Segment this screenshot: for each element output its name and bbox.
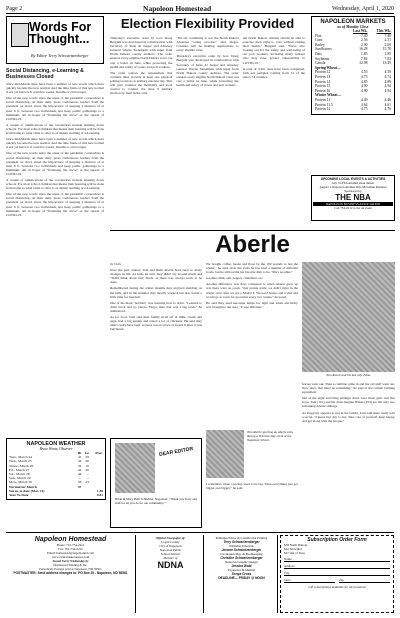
table-cell: -- bbox=[86, 472, 89, 477]
staff-name: Terry Schwartzenberger bbox=[223, 540, 260, 544]
rate-option[interactable]: $38 North Dakota bbox=[284, 543, 308, 547]
table-cell: Thurs., March 26 bbox=[9, 463, 34, 468]
table-cell: Protein 11 bbox=[315, 97, 331, 102]
table-cell: 4.85 bbox=[361, 79, 368, 84]
table-cell: 2.00 bbox=[384, 42, 391, 47]
table-cell: Sun., March 29 bbox=[9, 476, 31, 481]
deadline: DEADLINE— FRIDAY @ NOON bbox=[218, 576, 265, 580]
event-item: July 31-FFA Alumni steak dinner bbox=[331, 181, 375, 185]
page-header bbox=[6, 4, 394, 14]
official-label: Official Newspaper of: bbox=[155, 536, 186, 540]
email[interactable]: Email: homestead@napoleonnd.com bbox=[46, 551, 95, 555]
aberle-col-2 bbox=[206, 262, 298, 311]
article-paragraph: Another difference was days compared to when Aberle grew up was there were no roads. "Just prairie trails; we didn't drive in the winter once after we got a Model T. We used horses and a sled and would go to town for groceries every two weeks," he noted. bbox=[206, 282, 298, 299]
table-cell: 34 bbox=[77, 463, 82, 468]
table-cell: Protein 12 bbox=[315, 70, 331, 75]
dear-editor-photo bbox=[115, 443, 155, 493]
table-cell: Canola bbox=[315, 61, 326, 66]
table-cell: -- bbox=[86, 476, 89, 481]
table-cell: 2.56 bbox=[361, 38, 368, 43]
table-cell: Protein 13 bbox=[315, 74, 331, 79]
official-item: School District bbox=[160, 552, 181, 556]
periodicals: Periodicals Postage paid at Napoleon, ND 58561 bbox=[39, 567, 102, 571]
table-cell: Protein 12 bbox=[315, 107, 331, 112]
address-field[interactable]: Address bbox=[284, 564, 390, 569]
official-block bbox=[138, 535, 204, 613]
nba-events-box bbox=[311, 175, 395, 221]
column-title: Words For Thought... bbox=[29, 20, 92, 46]
article-paragraph: Thursday's executive order by Gov. Doug Burgum was developed in collaboration with Secretary of State Al Jaeger and Attorney General Wayne Stenehjem with input from North Dakota county auditors. The order ensures every eligible North Dakota voter can cast a ballot in June, while protecting the health and safety of voters and poll workers. bbox=[110, 36, 173, 69]
official-item: Napoleon Public bbox=[159, 548, 182, 552]
staff-name: Jessica Wald bbox=[231, 564, 252, 568]
staff-name: Sonya Gross bbox=[231, 572, 252, 576]
table-cell: 4.61 bbox=[384, 102, 391, 107]
words-for-thought-banner bbox=[6, 16, 104, 64]
table-cell: 2.51 bbox=[384, 38, 391, 43]
markets-box bbox=[311, 16, 395, 115]
table-cell: 45 bbox=[77, 455, 82, 460]
table-cell: 4.59 bbox=[384, 70, 391, 75]
markets-table: Last Wk. This Wk. Flax 7.40 7.40 Corn 2.56 2.51 Barley 2.00 2.00 Sunflowers 16.28 15.70 Oats 1.85 1.85 Soybeans 7.84 7.83 Canola 12.98 13.29 Spring Wheat— Protein 12 4.55 4.59 Protein 13 4.73 4.74 Protein 14 4.85 4.89 Protein 15 4.90 4.94 Protein 16 4.90 4.94 Winter Wheat— Protein 11 4.49 4.46 Protein 11.5 4.64 4.61 Protein 12 4.75 4.76 bbox=[315, 29, 391, 112]
staff-name: Jerome Schwartzenberger bbox=[221, 548, 262, 552]
website[interactable]: www.centraldakotanews.com bbox=[51, 555, 90, 559]
staff-name: Christine Schwartzenberger bbox=[220, 556, 263, 560]
table-cell: 4.75 bbox=[361, 107, 368, 112]
table-cell: Corn bbox=[315, 38, 323, 43]
election-article bbox=[110, 36, 305, 97]
table-cell: 4.89 bbox=[384, 79, 391, 84]
article-paragraph: Thursday's executive order by Gov. Doug Burgum was developed in collaboration with Secretary of State Al Jaeger and Attorney General Wayne Stenehjem with input from North Dakota county auditors. The order ensures every eligible North Dakota voter can cast a ballot in June, while protecting the health and safety of voters and poll workers. bbox=[176, 54, 239, 88]
table-cell: 23 bbox=[85, 480, 89, 485]
article-headline: Social Distancing, e-Learning & Businesses Closed bbox=[6, 68, 84, 80]
column-byline: By Editor Terry Schwartzenberger bbox=[31, 53, 89, 58]
table-cell: 26 bbox=[85, 459, 89, 464]
table-cell: 29 bbox=[85, 455, 89, 460]
state-field[interactable]: State bbox=[284, 578, 335, 583]
aberle-couple-photo bbox=[302, 262, 395, 372]
official-item: Logan County bbox=[161, 540, 180, 544]
nba-phone: Call 754-2212 to list an event bbox=[334, 206, 372, 210]
staff-role: Reporter/Graphic Design bbox=[225, 560, 258, 564]
table-cell: 4.90 bbox=[361, 84, 368, 89]
photo-caption: Tom Aberle sporting an Aberle coin, during a Veterans Day event at the Napoleon School. bbox=[247, 430, 294, 442]
event-item: August 1-Napoleon Alumni Day, McGahan Reunion bbox=[319, 185, 387, 189]
table-cell: 56 bbox=[77, 480, 82, 485]
table-cell: 26 bbox=[85, 467, 89, 472]
staff-role: Publisher/Editor & Commercial Printing bbox=[215, 536, 268, 540]
aberle-coin-block bbox=[206, 430, 298, 478]
table-cell: Tues., March 24 bbox=[9, 455, 32, 460]
article-paragraph: Since mid-March there have been a number of new words which have quickly become the new normal. And the time frame of this new normal is not yet known. It could be weeks, months or even longer. bbox=[6, 82, 104, 95]
aberle-byline: by Ciah bbox=[110, 262, 121, 266]
table-cell: 44 bbox=[77, 467, 82, 472]
dear-editor-label: DEAR EDITOR bbox=[158, 446, 194, 458]
article-paragraph: A couple of ramifications of the coronavirus include shutting down schools. For most school children that means their learning will be done from home so what came to refer to as distant learning or e-Learning. bbox=[6, 177, 104, 191]
table-cell: 12.98 bbox=[359, 61, 368, 66]
table-cell: 1.85 bbox=[361, 51, 368, 56]
article-paragraph: noodles: milk, salt, pepper, cinnamon, etc. bbox=[206, 276, 264, 281]
article-paragraph: Out of the eight surviving siblings, there were three girls and five boys. Tom (101) and his sister Regina Weber (104) are the only two remaining Aberle siblings. bbox=[302, 396, 395, 409]
article-paragraph: One of the new words since the onset of the pandemic coronavirus is social distancing. At their daily press conferences leaders from the president on down stress the importance of keeping a distance of at least 6 ft. between two individuals and keep public gatherings to a minimum. All in hopes of "flattening the curve" or the spread of COVID-19. bbox=[6, 192, 104, 217]
weather-observer: Bruce Wentz, Observer bbox=[39, 447, 73, 451]
article-paragraph: Over the past century Tom and Ruth Aberle have seen so many changes in life. As kids, he said, they didn't lay around much and "didn't think about fun" much, as there was always work to be done. bbox=[110, 268, 202, 285]
aberle-headline: Aberle bbox=[215, 231, 290, 258]
events-heading: UPCOMING LOCAL EVENTS & ACTIVITIES bbox=[320, 177, 386, 181]
table-cell: Sat., March 28 bbox=[9, 472, 30, 477]
table-cell: 4.64 bbox=[361, 102, 368, 107]
table-cell: Mon., March 30 bbox=[9, 480, 32, 485]
article-paragraph: We bought coffee, beans and flour by the 100 pounds to last the winter," he said. Over the years he has tried a number of different foods, but he still recalls his favorite dish to be, "Ma's noodles." bbox=[206, 262, 298, 275]
article-paragraph: All North Dakota citizens should be able to exercise their right to vote without risking their health," Burgum said. "We're also looking out for the safety and well-being of our poll workers, including many retirees who may have greater vulnerability to COVID-19." bbox=[242, 36, 305, 65]
phone: Phone: 701-754-2212 bbox=[56, 543, 85, 547]
article-paragraph: He said they used kerosene lamps for light and when electricity was brought to the area, "it was different." bbox=[206, 300, 298, 309]
table-cell: Barley bbox=[315, 42, 325, 47]
table-cell: -- bbox=[78, 476, 82, 481]
table-cell: 7.40 bbox=[361, 33, 368, 38]
fax: Fax: 701-754-2212 bbox=[58, 547, 83, 551]
printer: Homestead Printing & Inc. bbox=[53, 563, 88, 567]
election-headline: Election Flexibility Provided bbox=[120, 16, 295, 31]
article-paragraph: One of the new words since the onset of the pandemic coronavirus is social distancing. At their daily press conferences leaders from the president on down stress the importance of keeping a distance of at least 6 ft. between two individuals and keep public gatherings to a minimum. All in hopes of "flattening the curve" or the spread of COVID-19. bbox=[6, 151, 104, 176]
table-cell: 46 bbox=[77, 472, 82, 477]
table-cell: 7.40 bbox=[384, 33, 391, 38]
table-cell: Oats bbox=[315, 51, 322, 56]
article-paragraph: One of his main "hobbies" was learning how to drive. "Learned to drive truck and go places. Fargo; man that was a big town," he reminisced. bbox=[110, 300, 202, 313]
table-cell: Wed., March 25 bbox=[9, 459, 32, 464]
issued-line: Issued Every Wednesday by bbox=[52, 559, 89, 563]
table-cell: 4.73 bbox=[361, 74, 368, 79]
ndna-logo: NDNA bbox=[157, 560, 184, 570]
weather-title: NAPOLEON WEATHER bbox=[26, 441, 86, 447]
pencil-icon bbox=[11, 23, 29, 47]
table-cell: Protein 11.5 bbox=[315, 102, 333, 107]
table-cell: 16.28 bbox=[359, 47, 368, 52]
table-cell: 4.46 bbox=[384, 97, 391, 102]
subscription-form bbox=[280, 535, 394, 613]
social-distancing-article bbox=[6, 68, 104, 219]
table-cell: 7.83 bbox=[384, 56, 391, 61]
article-paragraph: As longevity appears to run in the family, Tom said there really isn't a secret. "I guess live day to day. Take care of yourself, keep happy, and get along with the people." bbox=[302, 410, 395, 423]
table-cell: Protein 16 bbox=[315, 88, 331, 93]
staff-block bbox=[206, 535, 278, 613]
table-cell: 4.90 bbox=[361, 88, 368, 93]
table-cell: 4.76 bbox=[384, 107, 391, 112]
rate-option[interactable]: $47 Out of State bbox=[284, 551, 305, 555]
weather-table: Hi Lo Prec. Tues., March 24 45 29 Wed., March 25 44 26 Thurs., March 26 34 19 Fri., March 27 44 26 Sat., March 28 46 -- Sun., March 29 -- -- Mon., March 30 56 23 Normal for March 47 Norm. to date (Mar. 31) 1.30 Year To Date 0.81 bbox=[9, 451, 103, 498]
staff-role: Typesetter & Mailing bbox=[227, 568, 256, 572]
masthead-title: Napoleon Homestead bbox=[34, 536, 107, 543]
aberle-col-3 bbox=[302, 382, 395, 425]
masthead-block bbox=[6, 535, 136, 613]
sponsor-label: Sponsored by bbox=[344, 189, 362, 193]
article-paragraph: Remembered during the winter months they enjoyed sledding on the hills, and in the summer they mostly worked, but also found a little time for baseball. bbox=[110, 286, 202, 299]
photo-caption: Tom Aberle and his late wife Edna. bbox=[326, 373, 371, 377]
table-cell: Protein 15 bbox=[315, 84, 331, 89]
rate-option[interactable]: $42 Snowbird bbox=[284, 547, 302, 551]
article-paragraph: horses went out. Then a combine came in and the old stuff went out. Now days, that must be something," he said of the current farming equipment. bbox=[302, 382, 395, 395]
table-cell: Fri., March 27 bbox=[9, 467, 30, 472]
table-cell: Protein 14 bbox=[315, 79, 331, 84]
aberle-col-1 bbox=[110, 262, 202, 333]
table-cell: 19 bbox=[85, 463, 89, 468]
markets-subtitle: as of Monday Close bbox=[337, 25, 369, 29]
table-cell: 44 bbox=[77, 459, 82, 464]
table-cell: Flax bbox=[315, 33, 322, 38]
staff-role: Circulation Mgr. & Bookkeeping bbox=[220, 552, 263, 556]
table-cell: 15.70 bbox=[382, 47, 391, 52]
dear-editor-box bbox=[110, 438, 202, 528]
staff-role: Publisher Emeritus bbox=[229, 544, 254, 548]
table-cell: 13.29 bbox=[382, 61, 391, 66]
gift-note: Gift subscriptions available for all occasions bbox=[308, 585, 366, 589]
table-row bbox=[315, 107, 391, 112]
table-cell: 2.00 bbox=[361, 42, 368, 47]
table-cell: Soybeans bbox=[315, 56, 330, 61]
table-cell: 4.94 bbox=[384, 84, 391, 89]
weather-box bbox=[6, 438, 106, 500]
article-paragraph: I remember when a pickup used to be big. Then everything just got bigger and bigger," he said. bbox=[206, 482, 298, 491]
dear-editor-caption: Brian & Mary Beth Schneider, Napoleon: "Thank you Terry and staff for all you do for our community." bbox=[115, 497, 197, 505]
aberle-coin-photo bbox=[206, 430, 244, 478]
article-paragraph: A couple of ramifications of the coronavirus include shutting down schools. For most school children that means their learning will be done from home so what came to refer to as distant learning or e-Learning. bbox=[6, 122, 104, 136]
table-cell: 7.84 bbox=[361, 56, 368, 61]
table-cell: 4.49 bbox=[361, 97, 368, 102]
postmaster: POSTMASTER: Send address changes to: PO Box 29 - Napoleon, ND 58561 bbox=[13, 571, 128, 575]
member-label: Member of bbox=[163, 556, 178, 560]
table-cell: 4.74 bbox=[384, 74, 391, 79]
markets-title: NAPOLEON MARKETS bbox=[320, 19, 386, 25]
table-cell: 1.85 bbox=[384, 51, 391, 56]
nba-logo: THE NBA bbox=[335, 193, 371, 202]
issue-date: Wednesday, April 1, 2020 bbox=[332, 5, 394, 12]
article-paragraph: The order waives the requirement that counties must provide at least one physical polling location on primary election day. This will give counties the flexibility and local control to conduct the June 9 primary election by mail ballot only. bbox=[110, 70, 173, 96]
article-paragraph: A total of 3,201 tests have been completed, with test samples coming from 31 of the state's 53 counties. bbox=[242, 66, 305, 79]
article-paragraph: Since mid-March there have been a number of new words which have quickly become the new normal. And the time frame of this new normal is not yet known. It could be weeks, months or even longer. bbox=[6, 137, 104, 150]
article-paragraph: As for food, Tom said their family lived off of milk, cream and eggs, had a big garden and raised a lot of chickens. He said they didn't really have beef, as there was no place to freeze it after it was butchered. bbox=[110, 315, 202, 332]
nba-fullname: NAPOLEON BUSINESS ASSOCIATION bbox=[313, 202, 393, 206]
footer bbox=[6, 532, 394, 614]
page-number: Page 2 bbox=[6, 5, 23, 12]
aberle-col-2b bbox=[206, 482, 298, 492]
name-field[interactable]: Name bbox=[284, 557, 390, 562]
article-paragraph: One of the new words since the onset of the pandemic coronavirus is social distancing. At their daily press conferences leaders from the president on down stress the importance of keeping a distance of at least 6 ft. between two individuals and keep public gatherings to a minimum. All in hopes of "flattening the curve" or the spread of COVID-19. bbox=[6, 96, 104, 121]
paper-name: Napoleon Homestead bbox=[143, 4, 212, 13]
city-field[interactable]: City bbox=[284, 571, 390, 576]
table-cell: 4.94 bbox=[384, 88, 391, 93]
form-title: Subscription Order Form bbox=[307, 537, 367, 543]
zip-field[interactable]: Zip bbox=[339, 578, 390, 583]
table-cell: 4.55 bbox=[361, 70, 368, 75]
table-cell: Sunflowers bbox=[315, 47, 332, 52]
official-item: City of Napoleon bbox=[159, 544, 182, 548]
article-paragraph: "We are continuing to use the North Dakota Absentee voting process," said Jaeger. Counties will be mailing applications to every eligible voter. bbox=[176, 36, 239, 53]
